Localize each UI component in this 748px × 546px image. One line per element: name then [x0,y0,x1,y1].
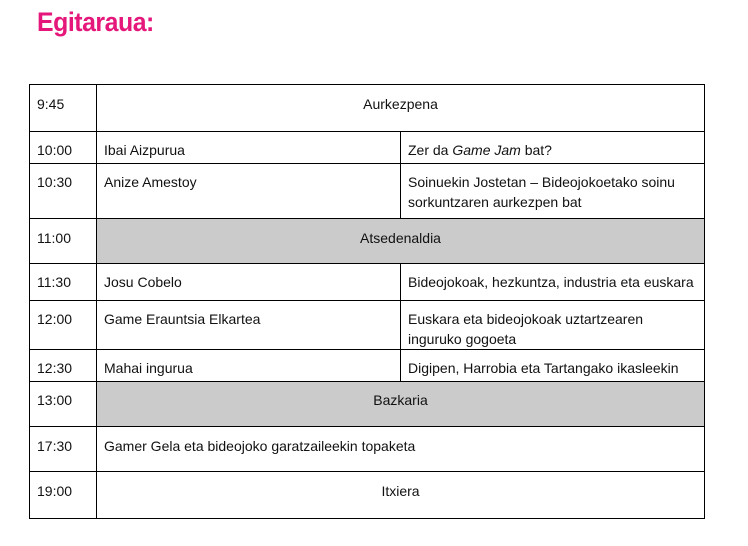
topic-cell [401,132,705,164]
table-row [30,132,705,164]
speaker-cell: Game Erauntsia Elkartea [97,301,401,350]
time-cell: 11:00 [30,219,97,264]
session-title-cell: Itxiera [97,472,705,519]
table-row [30,164,705,219]
break-cell: Bazkaria [97,382,705,427]
speaker-cell: Mahai ingurua [97,350,401,382]
table-row [30,264,705,301]
table-row [30,427,705,472]
schedule-table [29,84,705,519]
topic-cell: Bideojokoak, hezkuntza, industria eta euskara [401,264,705,301]
time-cell: 17:30 [30,427,97,472]
break-cell: Atsedenaldia [97,219,705,264]
table-row [30,350,705,382]
time-cell: 11:30 [30,264,97,301]
time-cell: 19:00 [30,472,97,519]
session-title-cell: Gamer Gela eta bideojoko garatzaileekin topaketa [97,427,705,472]
time-cell: 9:45 [30,85,97,132]
time-cell: 13:00 [30,382,97,427]
topic-cell: Digipen, Harrobia eta Tartangako ikasleekin [401,350,705,382]
speaker-cell: Anize Amestoy [97,164,401,219]
table-row [30,85,705,132]
time-cell: 12:00 [30,301,97,350]
topic-text: Zer da [408,142,453,158]
topic-emphasis: Game Jam [452,142,521,158]
topic-text: bat? [520,142,552,158]
time-cell: 12:30 [30,350,97,382]
page-title: Egitaraua: [37,7,154,37]
table-row [30,301,705,350]
table-row [30,472,705,519]
topic-cell: Soinuekin Jostetan – Bideojokoetako soinu sorkuntzaren aurkezpen bat [401,164,705,219]
speaker-cell: Ibai Aizpurua [97,132,401,164]
table-row [30,219,705,264]
session-title-cell: Aurkezpena [97,85,705,132]
time-cell: 10:30 [30,164,97,219]
topic-cell: Euskara eta bideojokoak uztartzearen inguruko gogoeta [401,301,705,350]
table-row [30,382,705,427]
speaker-cell: Josu Cobelo [97,264,401,301]
time-cell: 10:00 [30,132,97,164]
